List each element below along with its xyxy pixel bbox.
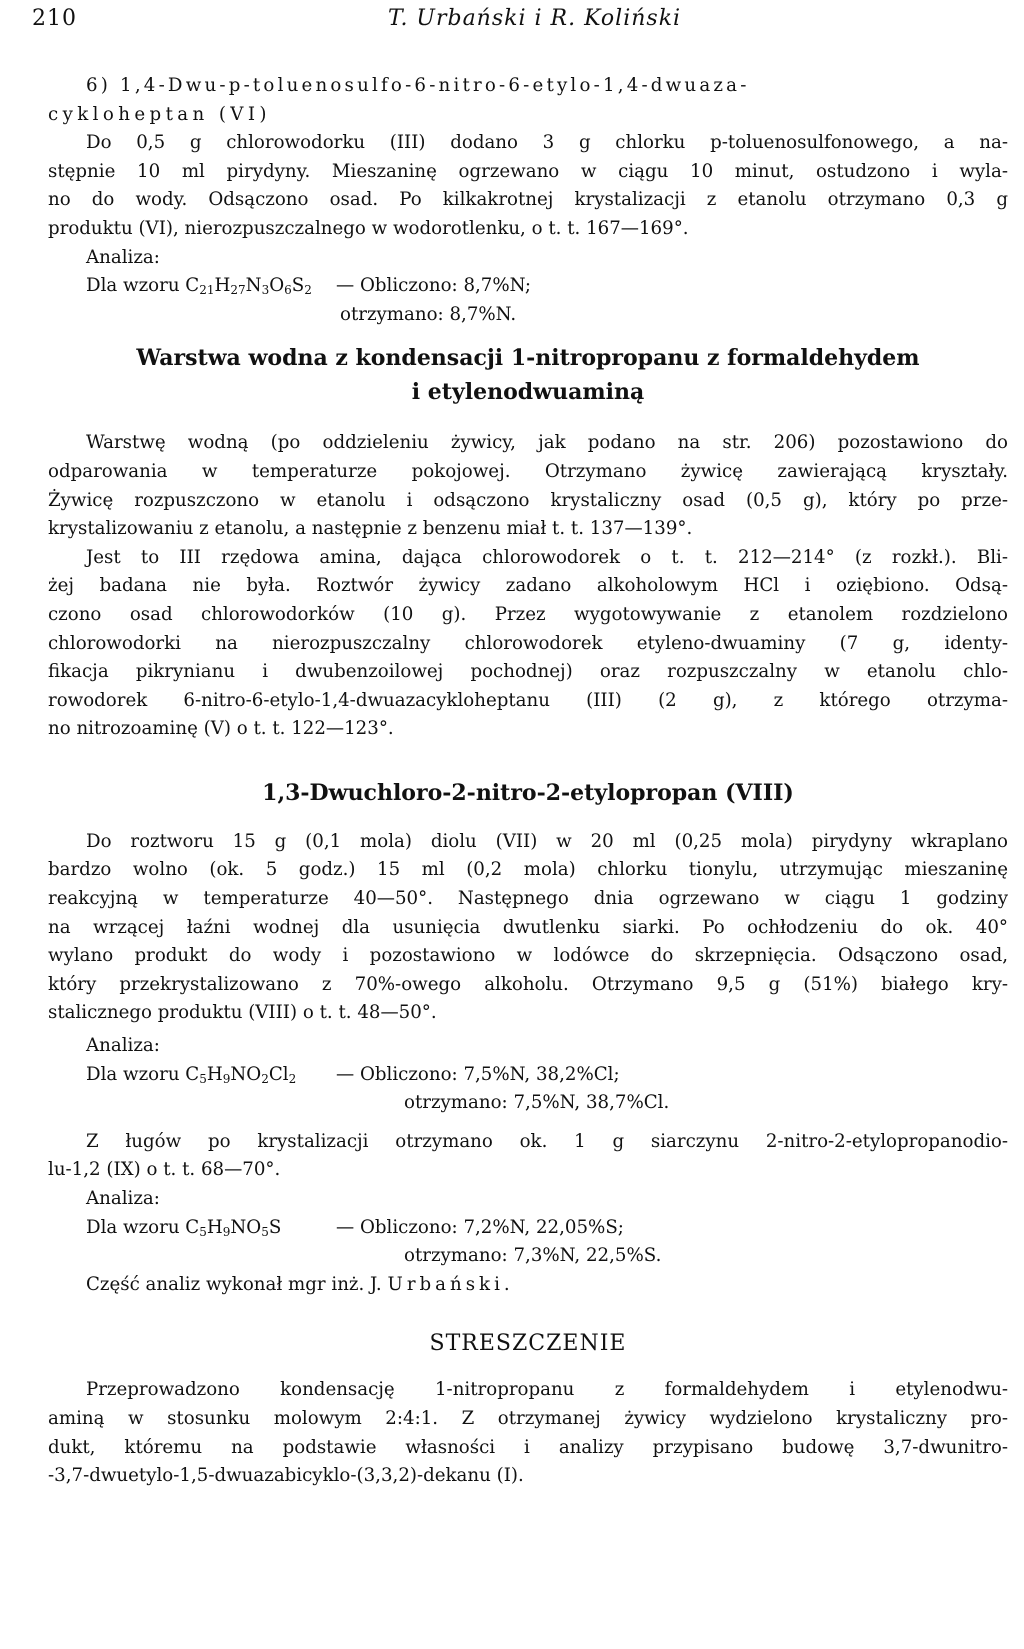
formula-element: N — [245, 275, 262, 297]
formula-sub: 5 — [199, 1071, 207, 1086]
paragraph-line: dukt, któremu na podstawie własności i analizy przypisano budowę 3,7-dwunitro- — [48, 1436, 1008, 1458]
paragraph-line: reakcyjną w temperaturze 40—50°. Następnego dnia ogrzewano w ciągu 1 godziny — [48, 888, 1008, 910]
formula-element: S — [268, 1216, 282, 1238]
formula-sub: 5 — [199, 1224, 207, 1239]
analysis-label: Analiza: — [86, 1188, 160, 1209]
paragraph-line: Do roztworu 15 g (0,1 mola) diolu (VII) w 20 ml (0,25 mola) pirydyny wkraplano — [86, 830, 1008, 852]
formula-element: NO — [230, 1063, 262, 1085]
paragraph-line: chlorowodorki na nierozpuszczalny chlorowodorek etyleno-dwuaminy (7 g, identy- — [48, 632, 1008, 654]
paragraph-line: żej badana nie była. Roztwór żywicy zadano alkoholowym HCl i oziębiono. Odsą- — [48, 575, 1008, 597]
paragraph-line: Żywicę rozpuszczono w etanolu i odsączono krystaliczny osad (0,5 g), który po prze- — [48, 489, 1008, 511]
analysis-obtained: otrzymano: 7,3%N, 22,5%S. — [404, 1245, 662, 1267]
formula-sub: 27 — [230, 283, 246, 298]
formula-sub: 3 — [261, 283, 270, 298]
section-viii-body — [48, 828, 1008, 1118]
paragraph-line: na wrzącej łaźni wodnej dla usunięcia dwutlenku siarki. Po ochłodzeniu do ok. 40° — [48, 916, 1008, 938]
formula-element: O — [269, 275, 285, 297]
paragraph-line: Do 0,5 g chlorowodorku (III) dodano 3 g chlorku p-toluenosulfonowego, a na- — [86, 132, 1008, 154]
section-aqueous — [48, 343, 1008, 744]
formula-lead: Dla wzoru C — [86, 1216, 200, 1238]
analysis-obtained: otrzymano: 7,5%N, 38,7%Cl. — [404, 1092, 670, 1114]
formula-sub: 2 — [288, 1071, 297, 1086]
analysis-formula — [86, 1061, 336, 1090]
formula-element: H — [214, 275, 231, 297]
formula-sub: 5 — [261, 1224, 269, 1239]
paragraph-line: wylano produkt do wody i pozostawiono w lodówce do skrzepnięcia. Odsączono osad, — [48, 945, 1008, 967]
paragraph-line: krystalizowaniu z etanolu, a następnie z benzenu miał t. t. 137—139°. — [48, 518, 693, 540]
formula-lead: Dla wzoru C — [86, 1063, 200, 1085]
paragraph-line: fikacja pikrynianu i dwubenzoilowej pochodnej) oraz rozpuszczalny w etanolu chlo- — [48, 661, 1008, 683]
paragraph-line: czono osad chlorowodorków (10 g). Przez wygotowywanie z etanolem rozdzielono — [48, 603, 1008, 625]
credit-prefix: Część analiz wykonał mgr inż. J. — [86, 1273, 388, 1295]
analysis-formula-row — [48, 1214, 1008, 1243]
section-vi-heading-1: 6) 1,4-Dwu-p-toluenosulfo-6-nitro-6-etylo-1,4-dwuaza- — [86, 75, 750, 96]
section-vi — [48, 72, 1008, 329]
section-viii-title: 1,3-Dwuchloro-2-nitro-2-etylopropan (VIII) — [262, 779, 794, 806]
analysis-label: Analiza: — [86, 246, 160, 268]
paragraph-line: produktu (VI), nierozpuszczalnego w wodorotlenku, o t. t. 167—169°. — [48, 217, 689, 239]
section-ix — [48, 1128, 1008, 1300]
analysis-formula-row — [48, 1061, 1008, 1090]
page-header — [32, 6, 1008, 50]
formula-sub: 9 — [222, 1224, 231, 1239]
section-aqueous-title-2: i etylenodwuaminą — [411, 379, 645, 406]
analysis-obtained-row — [48, 301, 1008, 330]
formula-element: NO — [230, 1216, 262, 1238]
paragraph-line: Przeprowadzono kondensację 1-nitropropanu z formaldehydem i etylenodwu- — [86, 1379, 1008, 1401]
paragraph-line: no nitrozoaminę (V) o t. t. 122—123°. — [48, 718, 394, 740]
paragraph-line: Warstwę wodną (po oddzieleniu żywicy, jak podano na str. 206) pozostawiono do — [86, 432, 1008, 454]
formula-element: Cl — [268, 1063, 289, 1085]
paragraph-line: lu-1,2 (IX) o t. t. 68—70°. — [48, 1159, 281, 1181]
running-title: T. Urbański i R. Koliński — [388, 6, 682, 31]
paragraph-line: stępnie 10 ml pirydyny. Mieszaninę ogrzewano w ciągu 10 minut, ostudzono i wyla- — [48, 160, 1008, 182]
analysis-calculated: — Obliczono: 8,7%N; — [336, 275, 532, 297]
section-viii — [48, 778, 1008, 1118]
analysis-obtained-row — [48, 1242, 1008, 1271]
paragraph-line: który przekrystalizowano z 70%-owego alkoholu. Otrzymano 9,5 g (51%) białego kry- — [48, 973, 1008, 995]
analysis-obtained: otrzymano: 8,7%N. — [340, 303, 517, 325]
page-number: 210 — [32, 6, 77, 31]
section-aqueous-body — [48, 429, 1008, 744]
paragraph-line: rowodorek 6-nitro-6-etylo-1,4-dwuazacykloheptanu (III) (2 g), z którego otrzyma- — [48, 689, 1008, 711]
analysis-formula — [86, 1214, 336, 1243]
paragraph-line: odparowania w temperaturze pokojowej. Otrzymano żywicę zawierającą kryształy. — [48, 460, 1008, 482]
summary-body — [48, 1376, 1008, 1490]
paragraph-line: stalicznego produktu (VIII) o t. t. 48—50°. — [48, 1002, 437, 1024]
analysis-formula — [86, 272, 336, 301]
formula-sub: 6 — [284, 283, 292, 298]
analysis-calculated: — Obliczono: 7,5%N, 38,2%Cl; — [336, 1063, 620, 1085]
formula-sub: 2 — [261, 1071, 269, 1086]
analysis-label: Analiza: — [86, 1035, 160, 1057]
formula-sub: 21 — [199, 283, 215, 298]
paragraph-line: Jest to III rzędowa amina, dająca chlorowodorek o t. t. 212—214° (z rozkł.). Bli- — [86, 546, 1008, 568]
formula-element: S — [291, 275, 305, 297]
formula-element: H — [206, 1216, 223, 1238]
paragraph-line: aminą w stosunku molowym 2:4:1. Z otrzymanej żywicy wydzielono krystaliczny pro- — [48, 1407, 1008, 1429]
paragraph-line: no do wody. Odsączono osad. Po kilkakrotnej krystalizacji z etanolu otrzymano 0,3 g — [48, 189, 1008, 211]
analysis-credit — [48, 1271, 1008, 1300]
formula-element: H — [206, 1063, 223, 1085]
analysis-formula-row — [48, 272, 1008, 301]
formula-lead: Dla wzoru C — [86, 275, 200, 297]
paragraph-line: Z ługów po krystalizacji otrzymano ok. 1 g siarczynu 2-nitro-2-etylopropanodio- — [86, 1130, 1008, 1152]
summary-section — [48, 1331, 1008, 1490]
formula-sub: 2 — [304, 283, 312, 298]
summary-title: STRESZCZENIE — [429, 1331, 627, 1357]
analysis-obtained-row — [48, 1089, 1008, 1118]
section-aqueous-title-1: Warstwa wodna z kondensacji 1-nitropropanu z formaldehydem — [136, 345, 920, 372]
paragraph-line: bardzo wolno (ok. 5 godz.) 15 ml (0,2 mola) chlorku tionylu, utrzymując mieszaninę — [48, 859, 1008, 881]
section-vi-heading-2: cykloheptan (VI) — [48, 103, 271, 125]
credit-name: Urbański. — [387, 1273, 514, 1295]
formula-sub: 9 — [222, 1071, 231, 1086]
analysis-calculated: — Obliczono: 7,2%N, 22,05%S; — [336, 1216, 624, 1238]
paragraph-line: -3,7-dwuetylo-1,5-dwuazabicyklo-(3,3,2)-dekanu (I). — [48, 1465, 524, 1487]
